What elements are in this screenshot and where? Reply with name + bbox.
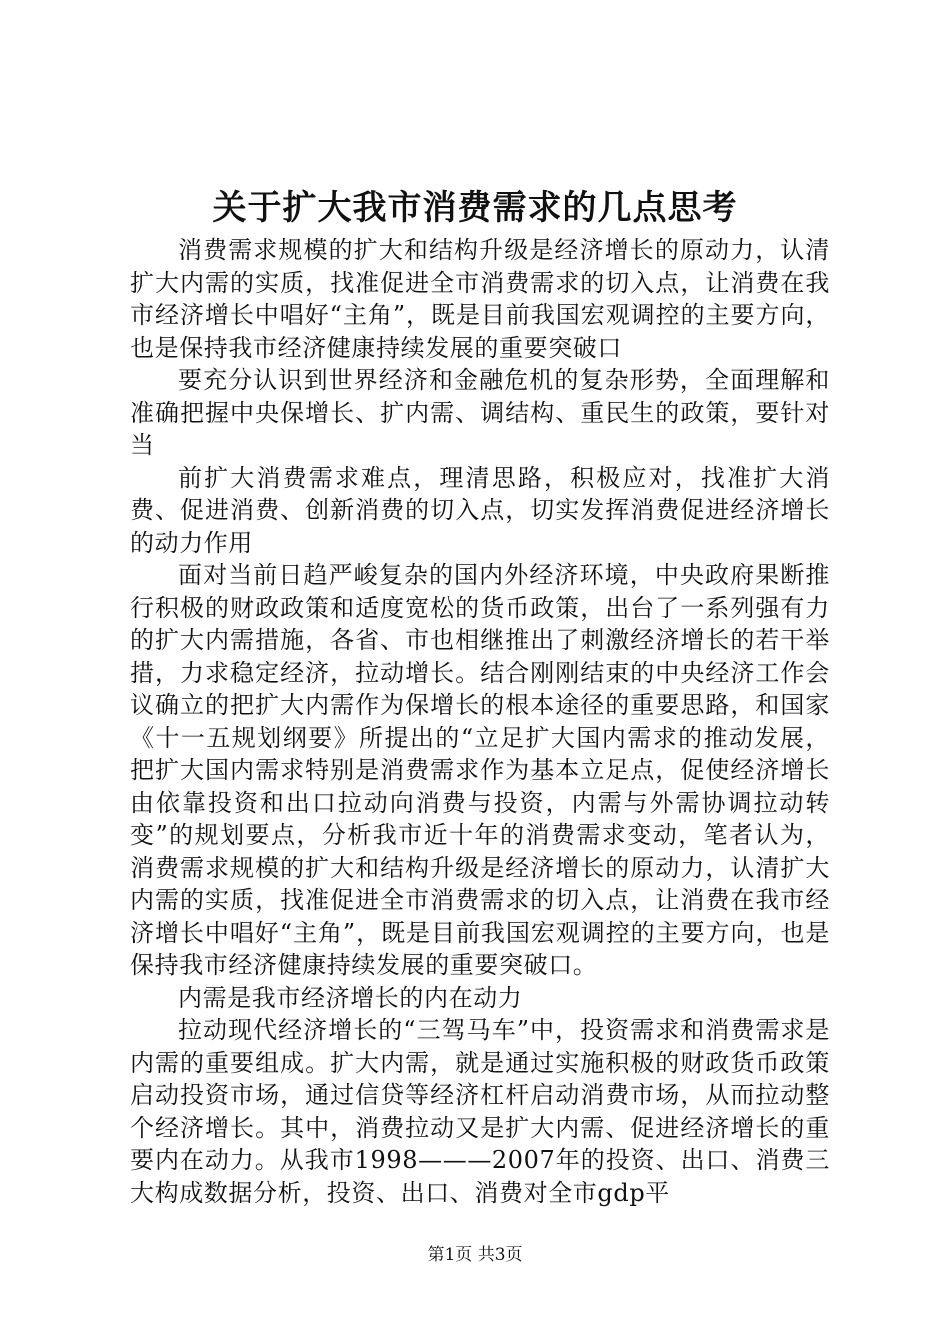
- paragraph: 拉动现代经济增长的“三驾马车”中，投资需求和消费需求是内需的重要组成。扩大内需，就是通过实施积极的财政货币政策启动投资市场，通过信贷等经济杠杆启动消费市场，从而拉动整个经济增长。其中，消费拉动又是扩大内需、促进经济增长的重要内在动力。从我市1998———2007年的投资、出口、消费三大构成数据分析，投资、出口、消费对全市gdp平: [130, 1016, 830, 1207]
- paragraph: 前扩大消费需求难点，理清思路，积极应对，找准扩大消费、促进消费、创新消费的切入点，切实发挥消费促进经济增长的动力作用: [130, 463, 830, 557]
- document-body: [130, 234, 830, 1209]
- section-heading: 内需是我市经济增长的内在动力: [178, 983, 523, 1012]
- paragraph: 面对当前日趋严峻复杂的国内外经济环境，中央政府果断推行积极的财政政策和适度宽松的货币政策，出台了一系列强有力的扩大内需措施，各省、市也相继推出了刺激经济增长的若干举措，力求稳定经济，拉动增长。结合刚刚结束的中央经济工作会议确立的把扩大内需作为保增长的根本途径的重要思路，和国家《十一五规划纲要》所提出的“立足扩大国内需求的推动发展，把扩大国内需求特别是消费需求作为基本立足点，促使经济增长由依靠投资和出口拉动向消费与投资，内需与外需协调拉动转变”的规划要点，分析我市近十年的消费需求变动，笔者认为，消费需求规模的扩大和结构升级是经济增长的原动力，认清扩大内需的实质，找准促进全市消费需求的切入点，让消费在我市经济增长中唱好“主角”，既是目前我国宏观调控的主要方向，也是保持我市经济健康持续发展的重要突破口。: [130, 561, 830, 979]
- page-footer: 第1页 共3页: [427, 1245, 523, 1265]
- document-title: 关于扩大我市消费需求的几点思考: [212, 188, 738, 228]
- paragraph: 消费需求规模的扩大和结构升级是经济增长的原动力，认清扩大内需的实质，找准促进全市消费需求的切入点，让消费在我市经济增长中唱好“主角”，既是目前我国宏观调控的主要方向，也是保持我市经济健康持续发展的重要突破口: [130, 236, 830, 362]
- paragraph: 要充分认识到世界经济和金融危机的复杂形势，全面理解和准确把握中央保增长、扩内需、调结构、重民生的政策，要针对当: [130, 366, 830, 459]
